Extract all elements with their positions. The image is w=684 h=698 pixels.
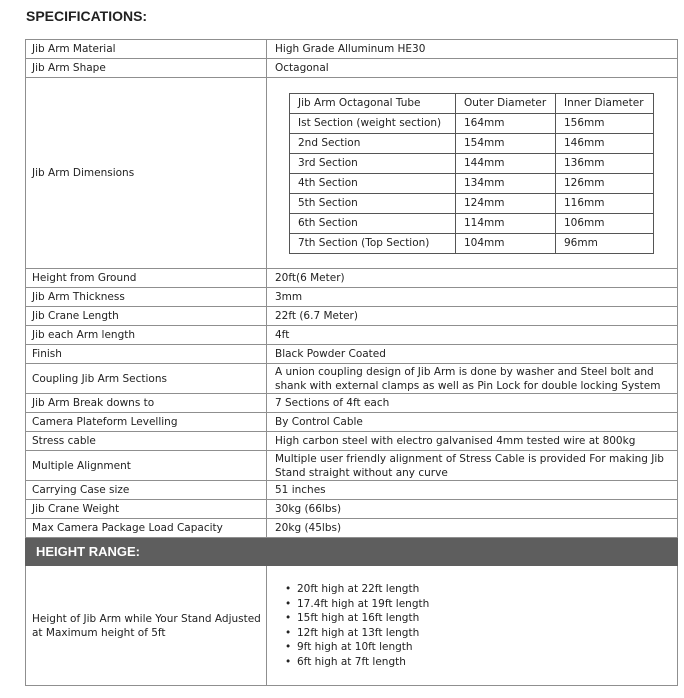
dimension-cell: 144mm <box>456 153 556 173</box>
spec-value: 22ft (6.7 Meter) <box>267 307 678 326</box>
dimension-row <box>290 213 654 233</box>
height-range-row <box>26 566 678 686</box>
list-item: • 15ft high at 16ft length <box>297 611 677 626</box>
spec-value: Octagonal <box>267 59 678 78</box>
dimensions-cell <box>267 78 678 269</box>
dimension-cell: 114mm <box>456 213 556 233</box>
spec-label: Stress cable <box>26 432 267 451</box>
table-row <box>26 59 678 78</box>
dimension-cell: 134mm <box>456 173 556 193</box>
spec-label: Jib Crane Weight <box>26 500 267 519</box>
spec-value: 20kg (45lbs) <box>267 519 678 538</box>
dimension-cell: 124mm <box>456 193 556 213</box>
spec-label: Jib each Arm length <box>26 326 267 345</box>
table-row <box>26 40 678 59</box>
list-item: • 17.4ft high at 19ft length <box>297 597 677 612</box>
spec-label: Jib Crane Length <box>26 307 267 326</box>
spec-value: High carbon steel with electro galvanised 4mm tested wire at 800kg <box>267 432 678 451</box>
list-item: • 12ft high at 13ft length <box>297 626 677 641</box>
dimension-row <box>290 233 654 253</box>
spec-label: Carrying Case size <box>26 481 267 500</box>
dimension-cell: 146mm <box>556 133 654 153</box>
list-item: • 6ft high at 7ft length <box>297 655 677 670</box>
dimension-cell: 136mm <box>556 153 654 173</box>
spec-value: 3mm <box>267 288 678 307</box>
dimension-cell: 6th Section <box>290 213 456 233</box>
table-row <box>26 394 678 413</box>
dimension-row <box>290 133 654 153</box>
spec-label: Coupling Jib Arm Sections <box>26 364 267 394</box>
dimension-cell: 156mm <box>556 113 654 133</box>
dimension-cell: 2nd Section <box>290 133 456 153</box>
dimension-cell: 7th Section (Top Section) <box>290 233 456 253</box>
spec-value: 51 inches <box>267 481 678 500</box>
spec-label: Jib Arm Thickness <box>26 288 267 307</box>
spec-label: Camera Plateform Levelling <box>26 413 267 432</box>
page-title: SPECIFICATIONS: <box>26 8 148 24</box>
spec-value: By Control Cable <box>267 413 678 432</box>
dimension-cell: 96mm <box>556 233 654 253</box>
table-row <box>26 432 678 451</box>
table-row <box>26 500 678 519</box>
dimension-cell: Inner Diameter <box>556 93 654 113</box>
spec-label: Jib Arm Shape <box>26 59 267 78</box>
dimension-cell: Ist Section (weight section) <box>290 113 456 133</box>
table-row <box>26 307 678 326</box>
table-row <box>26 288 678 307</box>
spec-label: Jib Arm Material <box>26 40 267 59</box>
height-range-cell <box>267 566 678 686</box>
dimension-row <box>290 173 654 193</box>
spec-value: Multiple user friendly alignment of Stress Cable is provided For making Jib Stand straight without any curve <box>267 451 678 481</box>
table-row <box>26 451 678 481</box>
dimensions-row <box>26 78 678 269</box>
dimension-cell: Outer Diameter <box>456 93 556 113</box>
dimensions-table <box>289 93 654 254</box>
spec-value: 4ft <box>267 326 678 345</box>
table-row <box>26 364 678 394</box>
dimension-cell: 104mm <box>456 233 556 253</box>
dimension-cell: Jib Arm Octagonal Tube <box>290 93 456 113</box>
spec-label: Finish <box>26 345 267 364</box>
spec-label: Height from Ground <box>26 269 267 288</box>
spec-label: Multiple Alignment <box>26 451 267 481</box>
spec-value: Black Powder Coated <box>267 345 678 364</box>
dimension-cell: 5th Section <box>290 193 456 213</box>
dimension-row <box>290 153 654 173</box>
dimension-cell: 4th Section <box>290 173 456 193</box>
table-row <box>26 519 678 538</box>
height-range-band <box>26 538 678 566</box>
dimension-cell: 3rd Section <box>290 153 456 173</box>
spec-label: Max Camera Package Load Capacity <box>26 519 267 538</box>
dimension-cell: 164mm <box>456 113 556 133</box>
table-row <box>26 413 678 432</box>
list-item: • 9ft high at 10ft length <box>297 640 677 655</box>
spec-value: A union coupling design of Jib Arm is done by washer and Steel bolt and shank with external clamps as well as Pin Lock for double locking System <box>267 364 678 394</box>
table-row <box>26 326 678 345</box>
specifications-table <box>25 39 678 686</box>
spec-label: Jib Arm Break downs to <box>26 394 267 413</box>
spec-value: 30kg (66lbs) <box>267 500 678 519</box>
dimension-cell: 116mm <box>556 193 654 213</box>
table-row <box>26 481 678 500</box>
spec-label: Jib Arm Dimensions <box>26 78 267 269</box>
spec-value: High Grade Alluminum HE30 <box>267 40 678 59</box>
dimension-row <box>290 113 654 133</box>
height-range-list <box>275 582 677 669</box>
dimension-cell: 126mm <box>556 173 654 193</box>
spec-value: 20ft(6 Meter) <box>267 269 678 288</box>
spec-value: 7 Sections of 4ft each <box>267 394 678 413</box>
section-heading: HEIGHT RANGE: <box>26 538 678 566</box>
dimension-row <box>290 93 654 113</box>
table-row <box>26 269 678 288</box>
dimension-row <box>290 193 654 213</box>
table-row <box>26 345 678 364</box>
dimension-cell: 106mm <box>556 213 654 233</box>
spec-label: Height of Jib Arm while Your Stand Adjusted at Maximum height of 5ft <box>26 566 267 686</box>
list-item: • 20ft high at 22ft length <box>297 582 677 597</box>
dimension-cell: 154mm <box>456 133 556 153</box>
